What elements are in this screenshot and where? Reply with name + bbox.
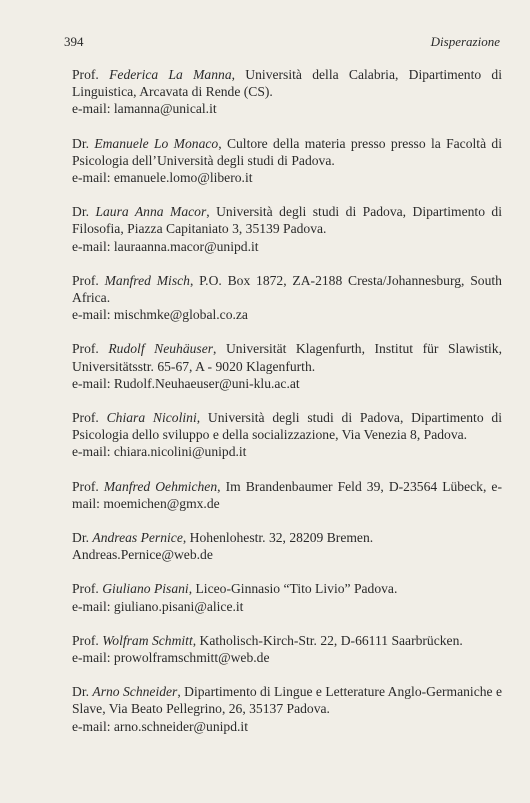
entry-affiliation: , P.O. Box 1872, ZA-2188 Cresta/Johannesburg, South Africa. bbox=[72, 272, 502, 306]
entry-title: Prof. bbox=[72, 478, 104, 494]
entry-contact: Andreas.Pernice@web.de bbox=[72, 547, 213, 563]
entry-affiliation: , Im Brandenbaumer Feld 39, D-23564 Lübeck, e-mail: moemichen@gmx.de bbox=[72, 478, 502, 511]
entry-affiliation: , Università della Calabria, Dipartimento di Linguistica, Arcavata di Rende (CS). bbox=[72, 67, 503, 100]
entry-affiliation: , Cultore della materia presso presso la Facoltà di Psicologia dell’Università degli studi di Padova. bbox=[72, 135, 502, 168]
entry-name: Manfred Misch bbox=[104, 272, 190, 288]
entry-name: Rudolf Neuhäuser bbox=[108, 341, 214, 357]
entry-title: Prof. bbox=[72, 581, 103, 597]
entry-contact: e-mail: chiara.nicolini@unipd.it bbox=[72, 444, 247, 460]
entry-affiliation: , Katholisch-Kirch-Str. 22, D-66111 Saarbrücken. bbox=[192, 632, 463, 648]
contributor-entry bbox=[72, 478, 502, 512]
entry-title: Dr. bbox=[72, 684, 93, 700]
entry-title: Prof. bbox=[72, 410, 107, 426]
entry-name: Emanuele Lo Monaco bbox=[94, 135, 219, 151]
entry-title: Prof. bbox=[72, 67, 110, 82]
contributor-entry bbox=[72, 580, 502, 614]
contributor-list bbox=[72, 66, 502, 752]
entry-title: Dr. bbox=[72, 530, 93, 546]
contributor-entry bbox=[72, 340, 502, 392]
entry-affiliation: , Università degli studi di Padova, Dipartimento di Psicologia dello sviluppo e della socializzazione, Via Venezia 8, Padova. bbox=[72, 410, 502, 443]
entry-name: Laura Anna Macor bbox=[95, 204, 207, 220]
entry-name: Giuliano Pisani bbox=[102, 581, 189, 597]
contributor-entry bbox=[72, 203, 502, 255]
entry-contact: e-mail: Rudolf.Neuhaeuser@uni-klu.ac.at bbox=[72, 375, 300, 391]
contributor-entry bbox=[72, 683, 502, 735]
entry-affiliation: , Liceo-Ginnasio “Tito Livio” Padova. bbox=[188, 581, 398, 597]
entry-contact: e-mail: lauraanna.macor@unipd.it bbox=[72, 238, 259, 254]
entry-title: Prof. bbox=[72, 632, 103, 648]
entry-contact: e-mail: arno.schneider@unipd.it bbox=[72, 718, 248, 734]
entry-contact: e-mail: giuliano.pisani@alice.it bbox=[72, 598, 244, 614]
entry-contact: e-mail: prowolframschmitt@web.de bbox=[72, 650, 270, 666]
entry-contact: e-mail: lamanna@unical.it bbox=[72, 101, 217, 117]
entry-name: Wolfram Schmitt bbox=[102, 632, 193, 648]
contributor-entry bbox=[72, 66, 502, 118]
entry-name: Chiara Nicolini bbox=[106, 410, 197, 426]
entry-title: Dr. bbox=[72, 204, 96, 220]
entry-title: Dr. bbox=[72, 135, 95, 151]
entry-contact: e-mail: emanuele.lomo@libero.it bbox=[72, 170, 253, 186]
contributor-entry bbox=[72, 409, 502, 461]
entry-title: Prof. bbox=[72, 272, 105, 288]
entry-affiliation: , Università degli studi di Padova, Dipartimento di Filosofia, Piazza Capitaniato 3, 35139 Padova. bbox=[72, 204, 503, 237]
entry-name: Federica La Manna bbox=[109, 67, 232, 82]
contributor-entry bbox=[72, 632, 502, 666]
entry-affiliation: , Universität Klagenfurth, Institut für Slawistik, Universitätsstr. 65-67, A - 9020 Klagenfurth. bbox=[72, 341, 502, 374]
entry-name: Manfred Oehmichen bbox=[103, 478, 218, 494]
entry-affiliation: , Dipartimento di Lingue e Letterature Anglo-Germaniche e Slave, Via Beato Pellegrino, 26, 35137 Padova. bbox=[72, 684, 503, 717]
entry-name: Andreas Pernice bbox=[92, 530, 183, 546]
contributor-entry bbox=[72, 135, 502, 187]
contributor-entry bbox=[72, 272, 502, 324]
entry-affiliation: , Hohenlohestr. 32, 28209 Bremen. bbox=[182, 530, 374, 546]
entry-name: Arno Schneider bbox=[92, 684, 178, 700]
page-number: 394 bbox=[64, 34, 84, 49]
entry-contact: e-mail: mischmke@global.co.za bbox=[72, 307, 248, 323]
contributor-entry bbox=[72, 529, 502, 563]
entry-title: Prof. bbox=[72, 341, 109, 357]
running-title: Disperazione bbox=[430, 34, 500, 49]
